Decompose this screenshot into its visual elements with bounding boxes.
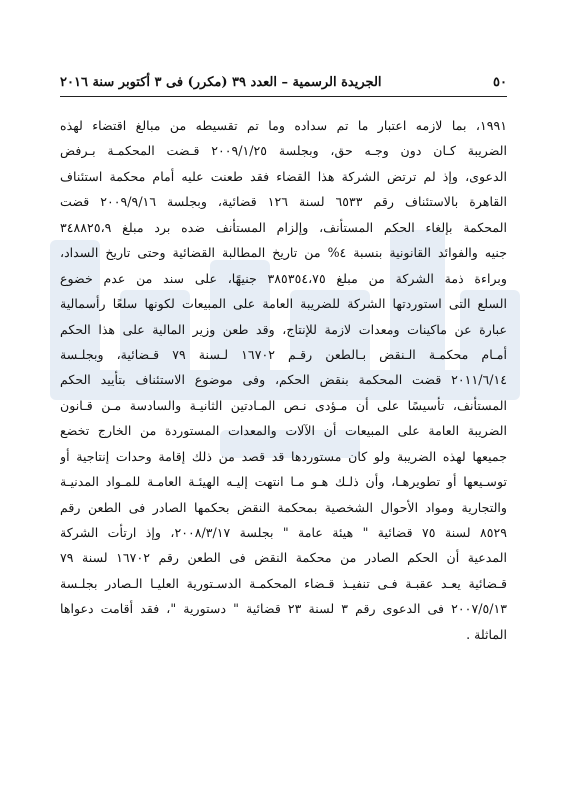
- text-line: المستأنف، تأسيسًا على أن مـؤدى نـص المـادتين الثانيـة والسادسة مـن قـانون: [60, 397, 507, 413]
- text-line: ٢٠٠٧/٥/١٣ فى الدعوى رقم ٣ لسنة ٢٣ قضائية " دستورية "، فقد أقامت دعواها: [60, 601, 507, 617]
- text-line: الضريبة كـان دون وجـه حق، وبجلسة ٢٠٠٩/١/٢٥ قـضت المحكمـة بـرفض: [60, 143, 507, 159]
- text-line: وبراءة ذمة الشركة من مبلغ ٣٨٥٣٥٤،٧٥ جنيهًا، على سند من عدم خضوع: [60, 270, 507, 286]
- text-line: المحكمة بإلغاء الحكم المستأنف، وإلزام المستأنف ضده برد مبلغ ٣٤٨٨٢٥،٩: [60, 219, 507, 235]
- text-line: توسـيعها أو تطويرهـا، وأن ذلـك هـو مـا انتهت إليـه الهيئـة العامـة للمـواد المدنيـة: [60, 474, 507, 490]
- text-line: الماثلة .: [466, 626, 507, 642]
- text-line: ٢٠١١/٦/١٤ قضت المحكمة بنقض الحكم، وفى موضوع الاستئناف بتأييد الحكم: [60, 372, 507, 388]
- text-line: الضريبة العامة على المبيعات أن الآلات والمعدات المستوردة من الخارج تخضع: [60, 423, 507, 439]
- body-text: [60, 113, 507, 647]
- text-line: ٨٥٢٩ لسنة ٧٥ قضائية " هيئة عامة " بجلسة ٢٠٠٨/٣/١٧، وإذ ارتأت الشركة: [60, 525, 507, 540]
- text-line: السلع التى استوردتها الشركة للضريبة العامة على المبيعات لكونها سلعًا رأسمالية: [60, 296, 507, 312]
- text-line: قـضائية يعـد عقبـة فـى تنفيـذ قـضاء المحكمـة الدسـتورية العليـا الـصادر بجلـسة: [60, 575, 507, 591]
- text-line: الدعوى، وإذ لم ترتض الشركة هذا القضاء فقد طعنت عليه أمام محكمة استئناف: [60, 168, 507, 184]
- text-line: عبارة عن ماكينات ومعدات لازمة للإنتاج، وقد طعن وزير المالية على هذا الحكم: [60, 321, 507, 337]
- text-line: أمـام محكمـة الـنقض بـالطعن رقـم ١٦٧٠٢ لـسنة ٧٩ قـضائية، وبجلـسة: [60, 346, 507, 362]
- text-line: ١٩٩١، بما لازمه اعتبار ما تم سداده وما تم تقسيطه من مبالغ اقتضاء لهذه: [60, 118, 507, 133]
- text-line: والتجارية ومواد الأحوال الشخصية بمحكمة النقض بحكمها الصادر فى الطعن رقم: [60, 499, 507, 515]
- page-header: [60, 68, 507, 90]
- text-line: جنيه والفوائد القانونية بنسبة ٤% من تاريخ المطالبة القضائية وحتى تاريخ السداد،: [60, 245, 507, 261]
- text-line: القاهرة بالاستئناف رقم ٦٥٣٣ لسنة ١٢٦ قضائية، وبجلسة ٢٠٠٩/٩/١٦ قضت: [60, 194, 507, 210]
- text-line: جميعها لهذه الضريبة ولو كان مستوردها قد قصد من ذلك إقامة وحدات إنتاجية أو: [60, 448, 507, 464]
- page-number: ٥٠: [493, 75, 507, 90]
- gazette-title: الجريدة الرسمية – العدد ٣٩ (مكرر) فى ٣ أكتوبر سنة ٢٠١٦: [60, 75, 382, 90]
- text-line: المدعية أن الحكم الصادر من محكمة النقض فى الطعن رقم ١٦٧٠٢ لسنة ٧٩: [60, 550, 507, 566]
- header-divider: [60, 96, 507, 97]
